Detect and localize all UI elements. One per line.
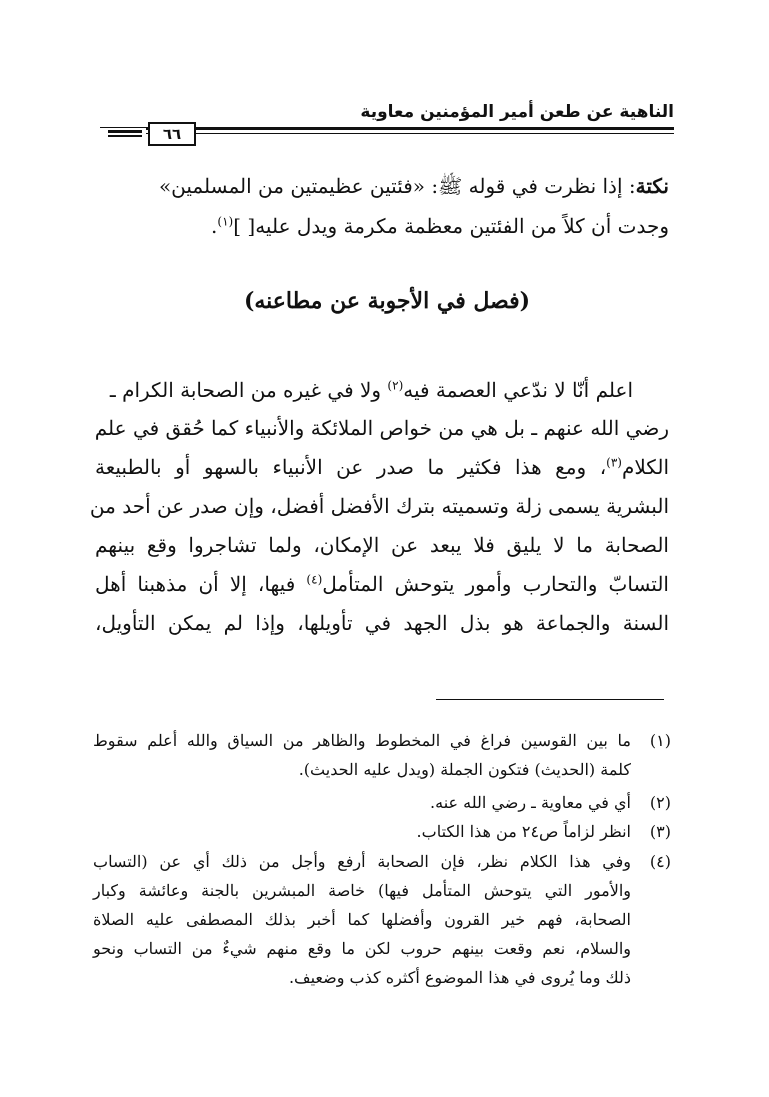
header-title: الناهية عن طعن أمير المؤمنين معاوية [360,102,674,122]
footnote-separator [436,699,664,700]
body-line-5: الصحابة ما لا يليق فلا يبعد عن الإمكان، ولما تشاجروا وقع بينهم [95,533,669,557]
nukta-line-1-text: : إذا نظرت في قوله ﷺ: «فئتين عظيمتين من المسلمين» [158,174,636,198]
footnote-4-line-5: ذلك وما يُروى في هذا الموضوع أكثره كذب وضعيف. [288,968,631,987]
section-title: (فصل في الأجوبة عن مطاعنه) [243,288,531,314]
body-text: ، ومع هذا فكثير ما صدر عن الأنبياء بالسهو أو بالطبيعة [95,455,607,479]
nukta-line-2-text: وجدت أن كلاً من الفئتين معظمة مكرمة ويدل عليه[ ] [233,214,669,238]
page-number: ٦٦ [148,122,196,146]
body-text: فيها، إلا أن مذهبنا أهل [95,572,307,596]
footnote-1-line-1: ما بين القوسين فراغ في المخطوط والظاهر من السياق والله أعلم سقوط [93,731,631,750]
nukta-line-2-end: . [211,214,218,238]
footnote-4-line-2: والأمور التي يتوحش المتأمل فيها) خاصة المبشرين بالجنة وعائشة وكبار [93,881,631,900]
footnote-4-line-4: والسلام، نعم وقعت بينهم حروب لكن ما وقع منهم شيءٌ من التساب ونحو [93,939,631,958]
footnote-ref-4: (٤) [306,572,323,587]
footnote-2: أي في معاوية ـ رضي الله عنه. [430,793,631,812]
footnote-number-1: (١) [649,731,671,750]
body-text: اعلم أنّا لا ندّعي العصمة فيه [403,378,633,402]
body-line-1 [95,377,669,403]
footnote-4-line-1: وفي هذا الكلام نظر، فإن الصحابة أرفع وأجل من ذلك أي عن (التساب [93,852,631,871]
body-text: الكلام [621,455,669,479]
footnote-ref-3: (٣) [606,455,622,470]
nukta-label: نكتة [635,174,669,198]
body-text: ولا في غيره من الصحابة الكرام ـ [109,378,388,402]
body-line-7: السنة والجماعة هو بذل الجهد في تأويلها، وإذا لم يمكن التأويل، [95,611,669,635]
footnote-1-line-2: كلمة (الحديث) فتكون الجملة (ويدل عليه الحديث). [298,760,631,779]
footnote-number-3: (٣) [649,822,671,841]
body-line-4: البشرية يسمى زلة وتسميته بترك الأفضل أفضل، وإن صدر عن أحد من [89,494,669,518]
running-header [100,98,674,150]
body-line-6 [95,571,669,597]
footnote-number-4: (٤) [649,852,671,871]
footnote-3: انظر لزاماً ص٢٤ من هذا الكتاب. [416,822,631,841]
body-line-2: رضي الله عنهم ـ بل هي من خواص الملائكة والأنبياء كما حُقق في علم [94,416,669,440]
footnote-ref-2: (٢) [387,378,404,393]
header-rule-end [100,128,146,136]
footnote-4-line-3: الصحابة، فهم خير القرون وأفضلها كما أخبر بذلك المصطفى عليه الصلاة [93,910,631,929]
footnote-number-2: (٢) [649,793,671,812]
nukta-line-2 [95,213,669,239]
body-text: التسابّ والتحارب وأمور يتوحش المتأمل [322,572,669,596]
footnote-ref-1: (١) [217,214,234,229]
body-line-3 [95,454,669,480]
nukta-line-1 [95,173,669,199]
